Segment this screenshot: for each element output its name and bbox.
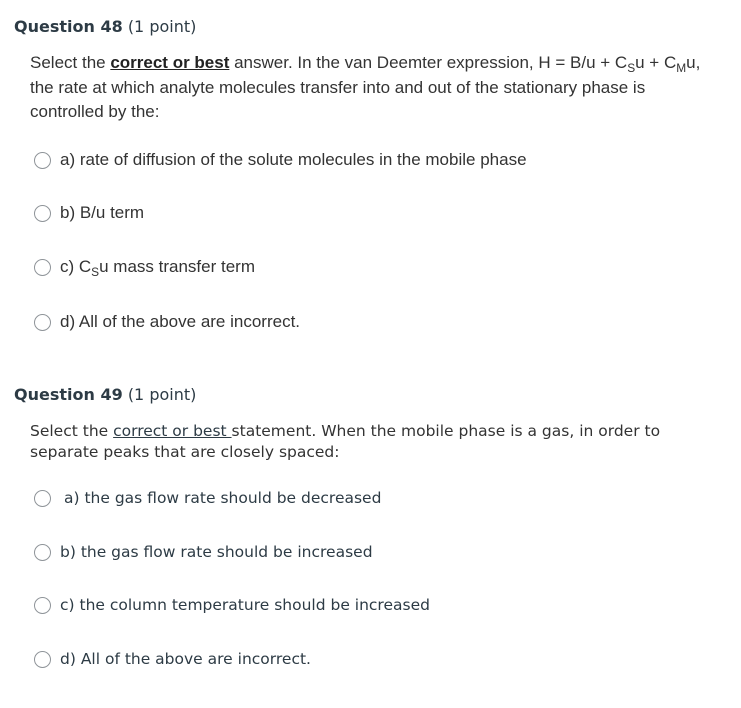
option-label-part: u mass transfer term	[99, 257, 255, 276]
option-label: d) All of the above are incorrect.	[60, 312, 301, 331]
radio-button[interactable]	[34, 597, 51, 614]
option-label: b) the gas flow rate should be increased	[60, 543, 373, 561]
option-label: c) the column temperature should be increased	[60, 596, 430, 614]
option-label: b) B/u term	[60, 203, 145, 222]
radio-button[interactable]	[34, 259, 51, 276]
radio-button[interactable]	[34, 544, 51, 561]
emphasis-text: correct or best	[110, 53, 230, 72]
q49-option-a[interactable]	[34, 487, 381, 509]
radio-button[interactable]	[34, 314, 51, 331]
q48-option-c[interactable]	[34, 256, 255, 278]
question-49-text	[30, 421, 710, 463]
radio-button[interactable]	[34, 490, 51, 507]
q48-option-d[interactable]	[34, 311, 300, 333]
option-label	[60, 257, 255, 277]
q48-option-b[interactable]	[34, 202, 144, 224]
option-label: a) the gas flow rate should be decreased	[64, 489, 382, 507]
emphasis-text: correct or best	[113, 422, 232, 440]
question-49-title: Question 49	[14, 385, 123, 404]
question-48-header	[14, 17, 196, 36]
subscript-m: M	[676, 61, 687, 75]
question-text-part: Select the	[30, 422, 114, 440]
q49-option-b[interactable]	[34, 541, 373, 563]
q48-option-a[interactable]	[34, 149, 527, 171]
subscript-s: S	[627, 61, 636, 75]
q49-option-c[interactable]	[34, 594, 430, 616]
q49-option-d[interactable]	[34, 648, 311, 670]
question-48-points: (1 point)	[127, 17, 197, 36]
question-text-part: u + C	[635, 53, 677, 72]
question-48-text	[30, 51, 720, 125]
question-text-part: Select the	[30, 53, 111, 72]
question-text-part: answer. In the van Deemter expression, H = B/u + C	[229, 53, 628, 72]
question-48-title: Question 48	[14, 17, 123, 36]
subscript-s: S	[91, 265, 100, 279]
question-49-points: (1 point)	[127, 385, 197, 404]
radio-button[interactable]	[34, 651, 51, 668]
option-label: d) All of the above are incorrect.	[60, 650, 311, 668]
radio-button[interactable]	[34, 152, 51, 169]
question-text-part: statement. When the mobile phase is a gas, in order to separate peaks that are closely spaced:	[30, 422, 661, 461]
option-label-part: c) C	[60, 257, 92, 276]
question-text-part: u, the rate at which analyte molecules transfer into and out of the stationary phase is controlled by the:	[30, 53, 701, 121]
radio-button[interactable]	[34, 205, 51, 222]
option-label: a) rate of diffusion of the solute molecules in the mobile phase	[60, 150, 527, 169]
question-49-header	[14, 385, 196, 404]
